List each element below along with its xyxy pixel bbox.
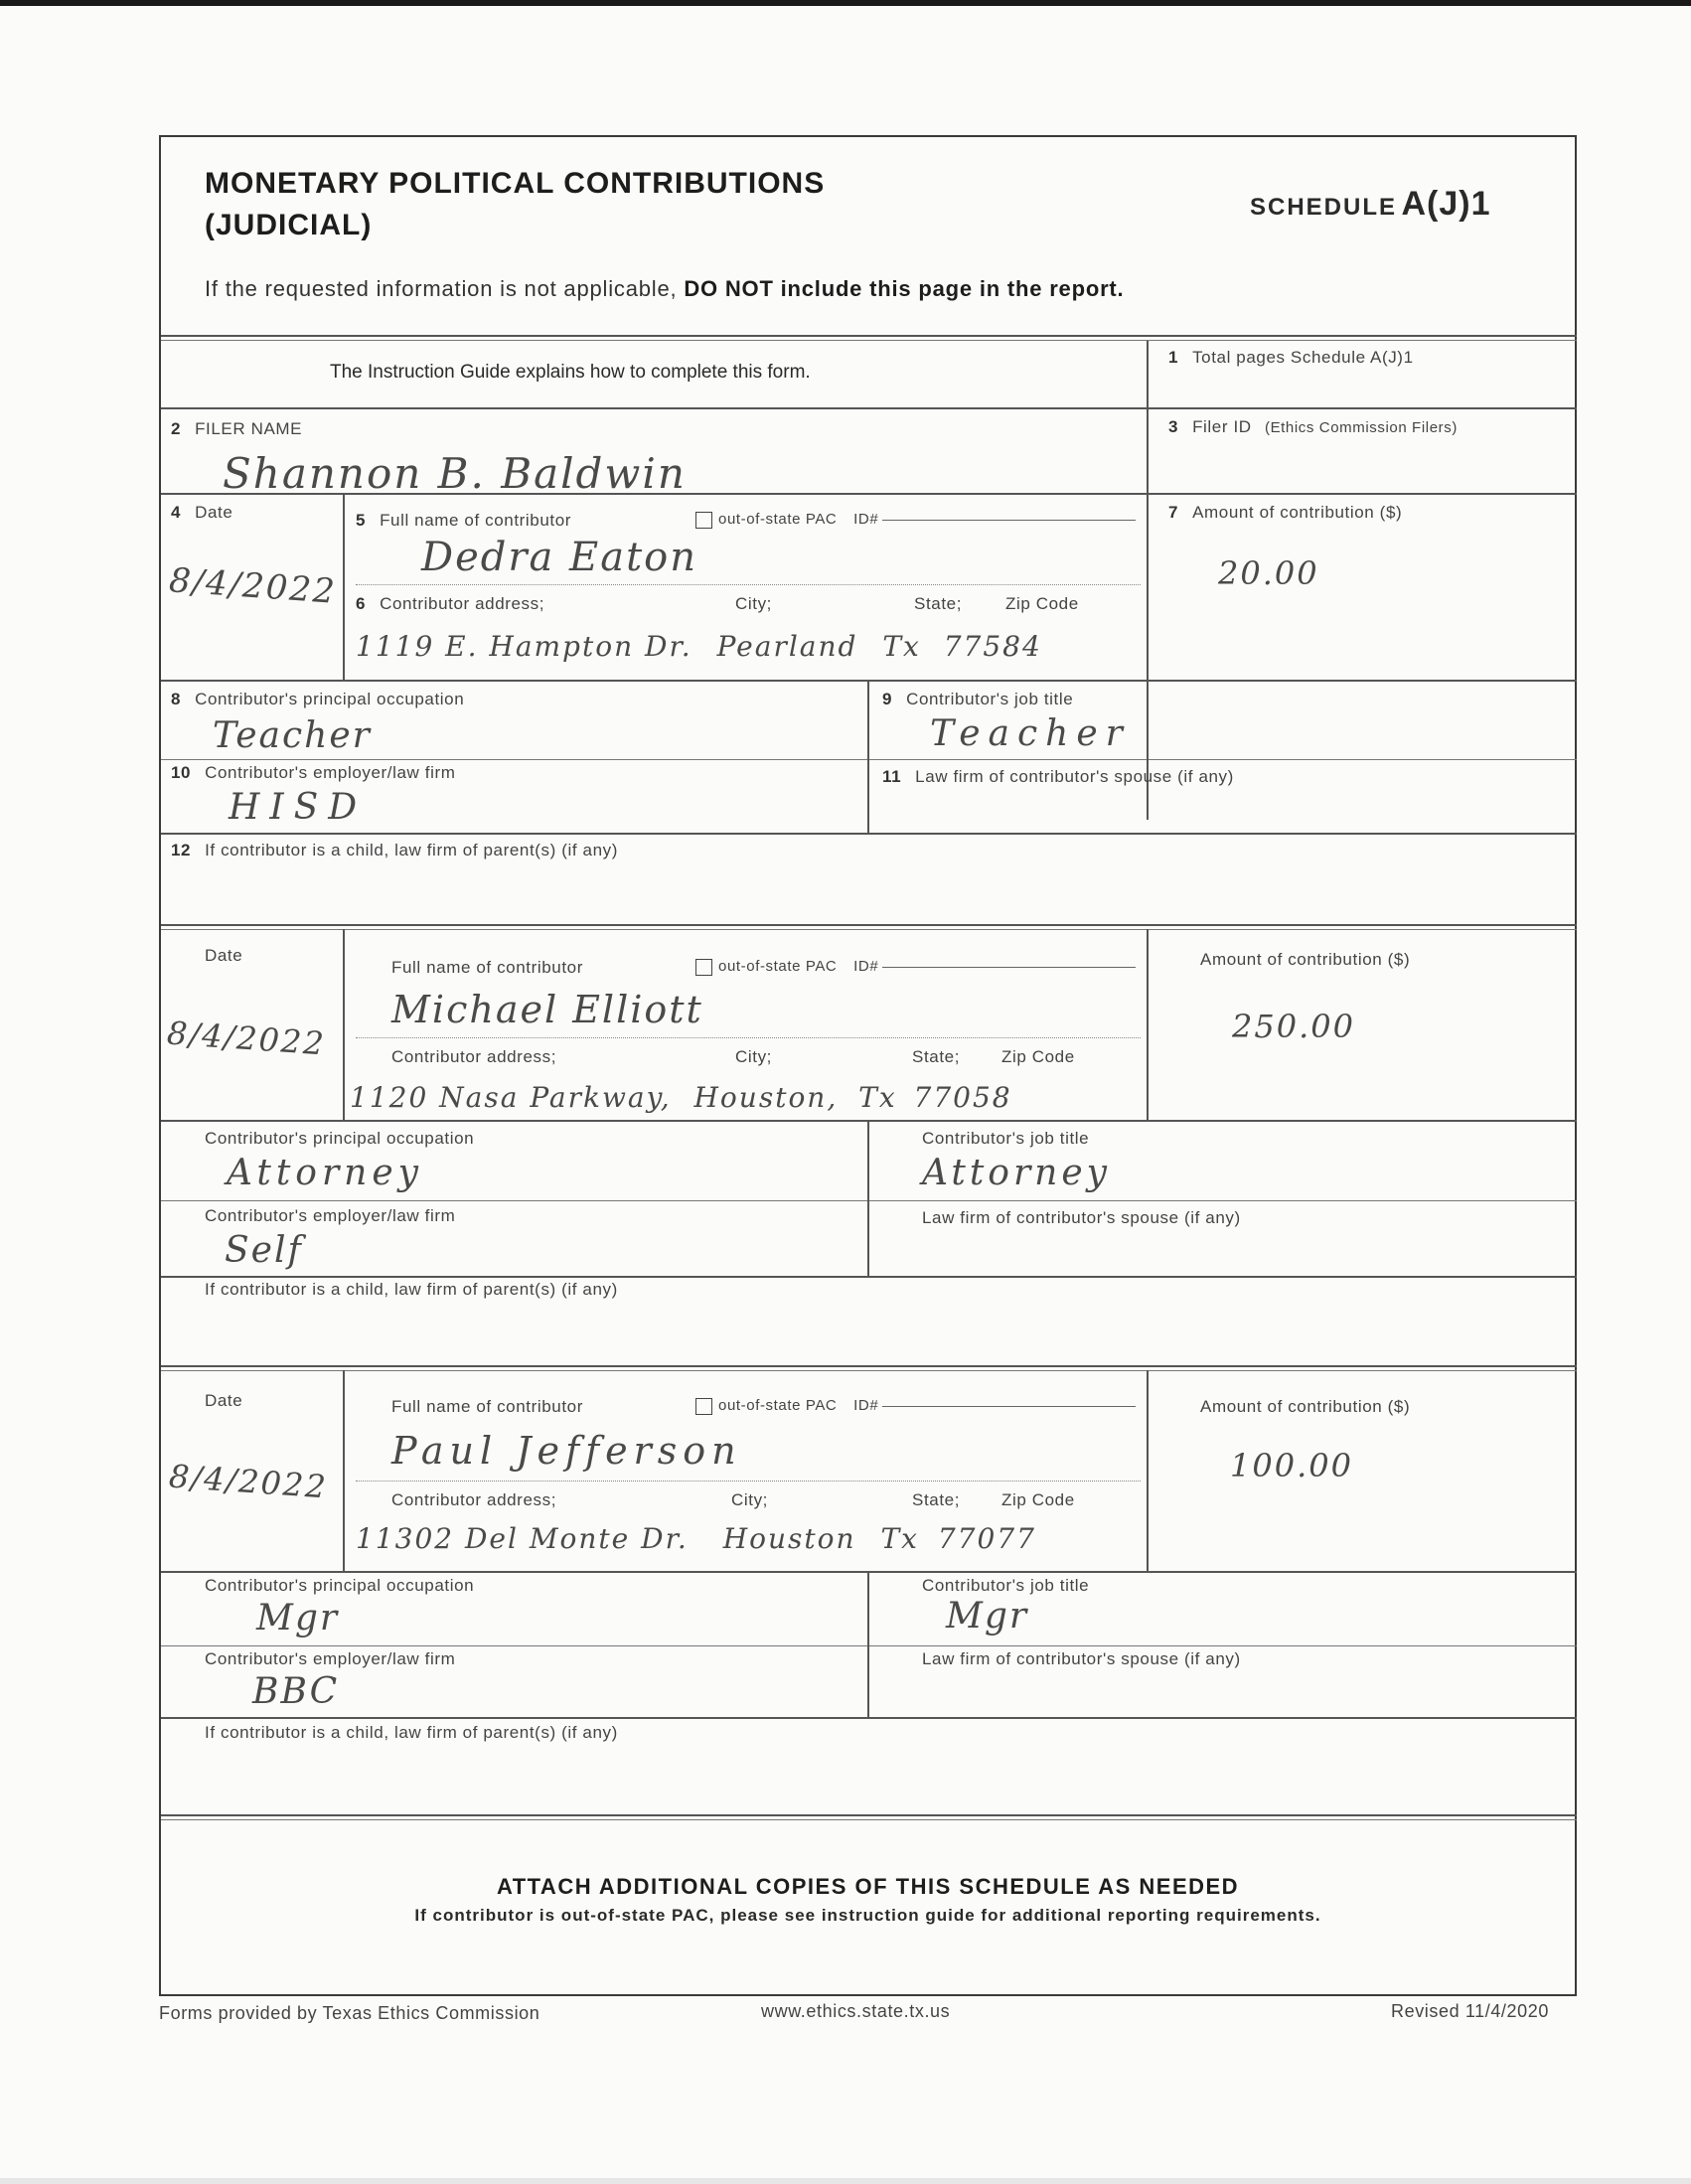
address-line[interactable] (356, 1522, 1036, 1555)
contributor-name[interactable]: Paul Jefferson (391, 1429, 742, 1473)
zip-label: Zip Code (1001, 1490, 1075, 1509)
address-label: Contributor address; (391, 1490, 557, 1509)
rule (161, 1276, 1577, 1278)
date-label: Date (205, 1391, 243, 1410)
rule (161, 335, 1577, 337)
state-label: State; (912, 1047, 961, 1066)
occupation-label: Contributor's principal occupation (205, 1576, 475, 1595)
total-pages-label: 1 Total pages Schedule A(J)1 (1168, 348, 1414, 367)
schedule-form (159, 135, 1577, 1996)
instruction-text: The Instruction Guide explains how to complete this form. (330, 362, 811, 383)
pac-checkbox-row: out-of-state PAC ID# (695, 1397, 1136, 1415)
amount-label: Amount of contribution ($) (1200, 1397, 1411, 1416)
employer-label: Contributor's employer/law firm (205, 1649, 456, 1668)
rule (161, 407, 1577, 409)
footer-revision: Revised 11/4/2020 (1391, 2001, 1549, 2021)
filer-name-value[interactable]: Shannon B. Baldwin (223, 449, 687, 498)
pac-checkbox-row: out-of-state PAC ID# (695, 511, 1136, 529)
employer-value[interactable]: BBC (252, 1671, 340, 1712)
pac-id-field[interactable] (882, 966, 1136, 968)
job-title-label: Contributor's job title (922, 1129, 1090, 1148)
occupation-value[interactable]: Teacher (213, 715, 372, 756)
rule (1147, 341, 1149, 820)
job-title-value[interactable]: Attorney (922, 1153, 1112, 1193)
address-value: 11302 Del Monte Dr. (356, 1522, 689, 1555)
filer-name-label: 2 FILER NAME (171, 419, 303, 438)
zip-value: 77077 (937, 1522, 1036, 1555)
occupation-value[interactable]: Mgr (256, 1598, 340, 1638)
amount-value[interactable]: 100.00 (1230, 1447, 1353, 1484)
amount-value[interactable]: 250.00 (1232, 1008, 1355, 1045)
rule (867, 680, 869, 833)
city-label: City; (735, 594, 772, 613)
date-value[interactable]: 8/4/2022 (167, 1457, 329, 1506)
job-title-value[interactable]: Mgr (946, 1596, 1029, 1637)
form-title-line2: (JUDICIAL) (205, 209, 373, 241)
filer-id-label: 3 Filer ID (Ethics Commission Filers) (1168, 417, 1458, 436)
rule (161, 929, 1577, 930)
city-label: City; (735, 1047, 772, 1066)
contributor-name[interactable]: Michael Elliott (391, 988, 703, 1031)
rule (343, 1370, 345, 1571)
job-title-label: Contributor's job title (922, 1576, 1090, 1595)
rule (161, 924, 1577, 926)
rule (343, 929, 345, 1120)
amount-label: 7 Amount of contribution ($) (1168, 503, 1403, 522)
dotted-rule (356, 1481, 1141, 1482)
rule (161, 1717, 1577, 1719)
spouse-label: Law firm of contributor's spouse (if any) (922, 1649, 1241, 1668)
pac-checkbox-row: out-of-state PAC ID# (695, 958, 1136, 976)
rule (1147, 1370, 1149, 1571)
form-title-line1: MONETARY POLITICAL CONTRIBUTIONS (205, 167, 826, 200)
city-label: City; (731, 1490, 768, 1509)
city-value: Houston, (693, 1081, 839, 1114)
occupation-label: 8 Contributor's principal occupation (171, 690, 465, 708)
pac-id-field[interactable] (882, 519, 1136, 521)
date-value[interactable]: 8/4/2022 (167, 560, 338, 612)
dotted-rule (356, 1037, 1141, 1038)
pac-checkbox[interactable] (695, 512, 712, 529)
zip-label: Zip Code (1005, 594, 1079, 613)
state-value: Tx (880, 1522, 919, 1555)
employer-label: 10 Contributor's employer/law firm (171, 763, 456, 782)
state-label: State; (914, 594, 963, 613)
pac-checkbox[interactable] (695, 1398, 712, 1415)
rule (1147, 929, 1149, 1120)
occupation-value[interactable]: Attorney (227, 1153, 424, 1193)
scan-edge (0, 0, 1691, 6)
zip-value: 77058 (913, 1081, 1012, 1114)
date-label: 4 Date (171, 503, 233, 522)
address-label: 6 Contributor address; (356, 594, 545, 613)
address-line[interactable] (350, 1081, 1012, 1114)
rule (161, 1365, 1577, 1367)
employer-value[interactable]: HISD (229, 787, 368, 828)
schedule-label: SCHEDULE (1250, 194, 1398, 221)
zip-value: 77584 (943, 630, 1042, 663)
rule (161, 833, 1577, 835)
state-label: State; (912, 1490, 961, 1509)
contributor-name[interactable]: Dedra Eaton (421, 535, 697, 580)
amount-value[interactable]: 20.00 (1218, 554, 1319, 592)
rule (161, 1814, 1577, 1816)
date-value[interactable]: 8/4/2022 (165, 1014, 327, 1063)
applicability-notice (205, 276, 1124, 302)
schedule-id (1250, 185, 1491, 224)
attach-note: If contributor is out-of-state PAC, please see instruction guide for additional reporting requirements. (414, 1906, 1321, 1925)
pac-id-field[interactable] (882, 1405, 1136, 1407)
address-value: 1120 Nasa Parkway, (350, 1081, 672, 1114)
scan-edge (0, 2178, 1691, 2184)
schedule-code: A(J)1 (1401, 185, 1491, 223)
attach-heading: ATTACH ADDITIONAL COPIES OF THIS SCHEDULE AS NEEDED (496, 1874, 1240, 1899)
notice-bold: DO NOT include this page in the report. (684, 276, 1125, 301)
address-line[interactable] (356, 630, 1042, 663)
rule (343, 493, 345, 680)
full-name-label: Full name of contributor (391, 1397, 583, 1416)
employer-label: Contributor's employer/law firm (205, 1206, 456, 1225)
rule (161, 1819, 1577, 1820)
date-label: Date (205, 946, 243, 965)
notice-text: If the requested information is not applicable, (205, 276, 678, 301)
pac-checkbox[interactable] (695, 959, 712, 976)
full-name-label: 5 Full name of contributor (356, 511, 572, 530)
child-label: 12 If contributor is a child, law firm of parent(s) (if any) (171, 841, 618, 859)
full-name-label: Full name of contributor (391, 958, 583, 977)
rule (161, 1370, 1577, 1371)
child-label: If contributor is a child, law firm of parent(s) (if any) (205, 1280, 618, 1299)
employer-value[interactable]: Self (225, 1230, 303, 1271)
spouse-label: 11 Law firm of contributor's spouse (if any) (882, 767, 1234, 786)
rule (867, 1571, 869, 1717)
city-value: Houston (722, 1522, 856, 1555)
child-label: If contributor is a child, law firm of parent(s) (if any) (205, 1723, 618, 1742)
zip-label: Zip Code (1001, 1047, 1075, 1066)
state-value: Tx (882, 630, 921, 663)
footer-website[interactable]: www.ethics.state.tx.us (761, 2001, 951, 2021)
city-value: Pearland (716, 630, 858, 663)
spouse-label: Law firm of contributor's spouse (if any) (922, 1208, 1241, 1227)
job-title-label: 9 Contributor's job title (882, 690, 1074, 708)
dotted-rule (356, 584, 1141, 585)
amount-label: Amount of contribution ($) (1200, 950, 1411, 969)
address-label: Contributor address; (391, 1047, 557, 1066)
state-value: Tx (858, 1081, 897, 1114)
job-title-value[interactable]: Teacher (930, 713, 1131, 754)
occupation-label: Contributor's principal occupation (205, 1129, 475, 1148)
rule (867, 1120, 869, 1276)
address-value: 1119 E. Hampton Dr. (356, 630, 692, 663)
footer-provider: Forms provided by Texas Ethics Commission (159, 2003, 540, 2023)
rule (161, 340, 1577, 341)
